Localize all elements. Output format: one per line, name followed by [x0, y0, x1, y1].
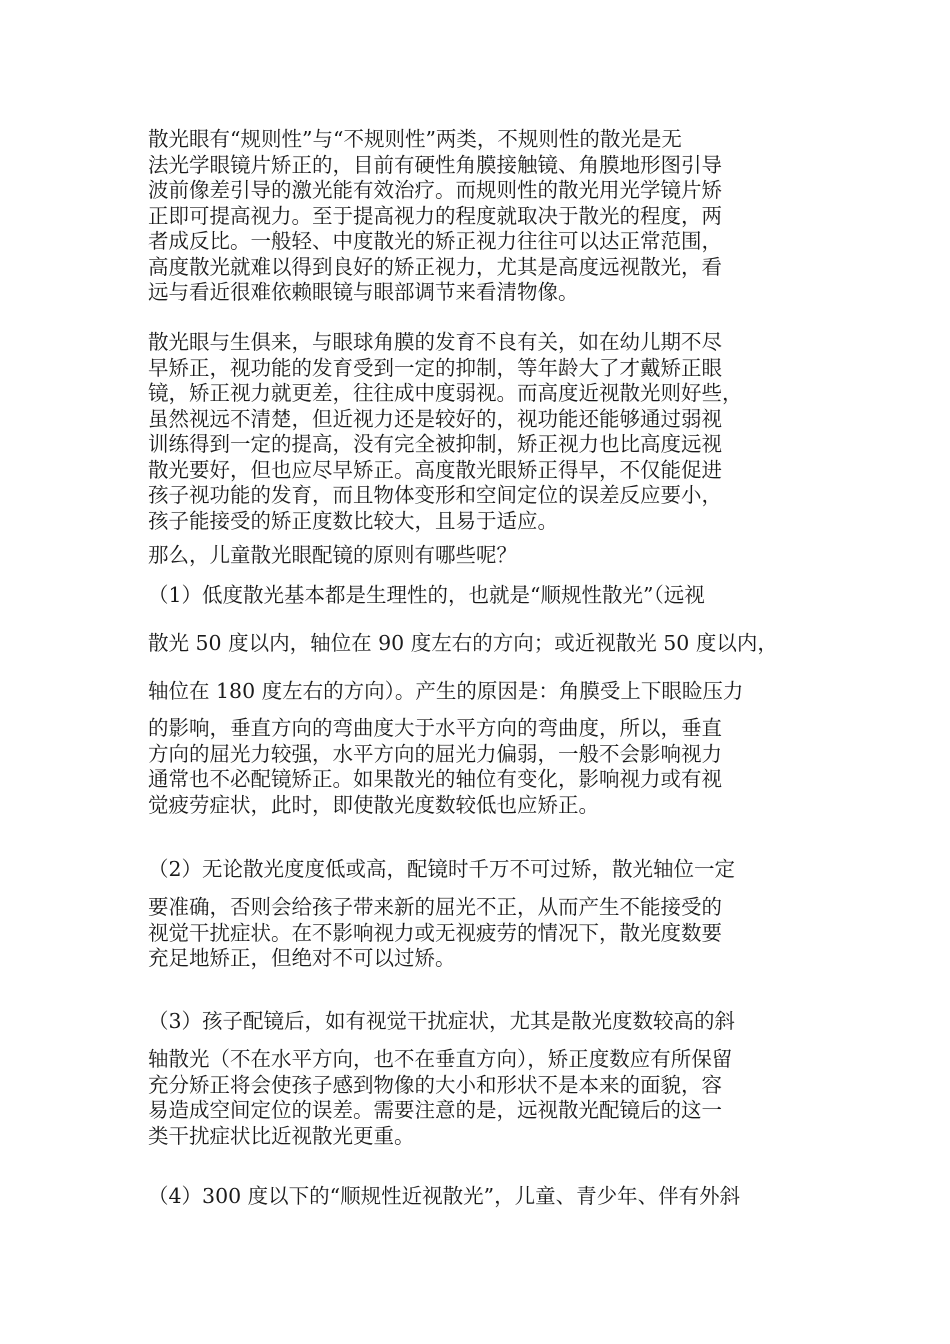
text-line: 虽然视远不清楚，但近视力还是较好的，视功能还能够通过弱视 [148, 406, 722, 431]
text-line: 轴位在 180 度左右的方向）。产生的原因是：角膜受上下眼睑压力 [148, 679, 744, 703]
text-line: 方向的屈光力较强，水平方向的屈光力偏弱，一般不会影响视力 [148, 741, 722, 766]
paragraph-3-question [148, 543, 818, 569]
paragraph-2 [148, 330, 818, 534]
text-line: 孩子能接受的矫正度数比较大，且易于适应。 [148, 508, 558, 533]
text-line: 孩子视功能的发育，而且物体变形和空间定位的误差反应要小， [148, 483, 722, 507]
text-line: 镜，矫正视力就更差，往往成中度弱视。而高度近视散光则好些， [148, 381, 743, 405]
item-1-body [148, 716, 818, 818]
text-line: （4）300 度以下的“顺规性近视散光”，儿童、青少年、伴有外斜 [148, 1184, 741, 1208]
text-line: 正即可提高视力。至于提高视力的程度就取决于散光的程度，两 [148, 203, 722, 228]
text-line: 轴散光（不在水平方向，也不在垂直方向），矫正度数应有所保留 [148, 1047, 733, 1071]
text-line: 通常也不必配镜矫正。如果散光的轴位有变化，影响视力或有视 [148, 767, 722, 791]
text-line: 的影响，垂直方向的弯曲度大于水平方向的弯曲度，所以，垂直 [148, 716, 722, 740]
text-line: 充足地矫正，但绝对不可以过矫。 [148, 946, 456, 970]
text-line: 训练得到一定的提高，没有完全被抑制，矫正视力也比高度远视 [148, 432, 722, 456]
item-1-head [148, 571, 818, 715]
text-line: 易造成空间定位的误差。需要注意的是，远视散光配镜后的这一 [148, 1098, 722, 1122]
text-line: 波前像差引导的激光能有效治疗。而规则性的散光用光学镜片矫 [148, 178, 722, 202]
text-line: 远与看近很难依赖眼镜与眼部调节来看清物像。 [148, 280, 579, 304]
text-line: 者成反比。一般轻、中度散光的矫正视力往往可以达正常范围， [148, 229, 722, 253]
text-line: 要准确，否则会给孩子带来新的屈光不正，从而产生不能接受的 [148, 895, 722, 919]
text-line: 散光眼与生俱来，与眼球角膜的发育不良有关，如在幼儿期不尽 [148, 330, 722, 354]
text-line: 视觉干扰症状。在不影响视力或无视疲劳的情况下，散光度数要 [148, 920, 722, 945]
text-line: 高度散光就难以得到良好的矫正视力，尤其是高度远视散光，看 [148, 254, 722, 279]
text-line: 法光学眼镜片矫正的，目前有硬性角膜接触镜、角膜地形图引导 [148, 152, 722, 177]
text-line: （2）无论散光度度低或高，配镜时千万不可过矫，散光轴位一定 [148, 857, 736, 881]
item-2-head [148, 845, 818, 893]
text-line: 充分矫正将会使孩子感到物像的大小和形状不是本来的面貌，容 [148, 1072, 722, 1097]
item-3-body [148, 1047, 818, 1149]
item-4-head [148, 1172, 818, 1220]
text-line: 类干扰症状比近视散光更重。 [148, 1123, 415, 1148]
text-line: 那么，儿童散光眼配镜的原则有哪些呢？ [148, 543, 517, 567]
text-line: （3）孩子配镜后，如有视觉干扰症状，尤其是散光度数较高的斜 [148, 1009, 736, 1033]
text-line: 觉疲劳症状，此时，即使散光度数较低也应矫正。 [148, 792, 599, 817]
text-line: 散光 50 度以内，轴位在 90 度左右的方向；或近视散光 50 度以内， [148, 631, 778, 655]
item-3-head [148, 997, 818, 1045]
paragraph-1 [148, 127, 818, 306]
text-line: 散光眼有“规则性”与“不规则性”两类，不规则性的散光是无 [148, 127, 682, 151]
text-line: 早矫正，视功能的发育受到一定的抑制，等年龄大了才戴矫正眼 [148, 355, 722, 380]
item-2-body [148, 895, 818, 972]
text-line: 散光要好，但也应尽早矫正。高度散光眼矫正得早，不仅能促进 [148, 457, 722, 482]
text-line: （1）低度散光基本都是生理性的，也就是“顺规性散光”（远视 [148, 583, 705, 607]
